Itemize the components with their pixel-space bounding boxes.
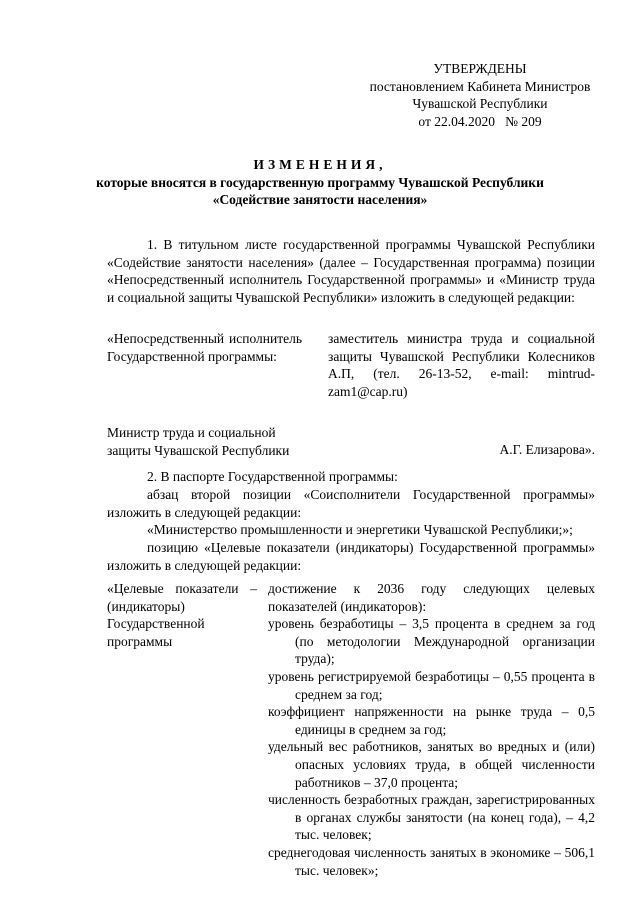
approval-republic: Чувашской Республики <box>412 96 548 112</box>
section1-table-right: заместитель министра труда и социальной защиты Чувашской Республики Колесников А.П, (тел. 26-13-52, e-mail: mintrud-zam1@cap.ru) <box>328 331 595 399</box>
document-title-line: которые вносятся в государственную программу Чувашской Республики <box>96 175 544 190</box>
section1-table-left: «Непосредственный исполнитель Государственной программы: <box>107 331 302 364</box>
approval-heading: УТВЕРЖДЕНЫ <box>433 61 527 76</box>
section2-p2: абзац второй позиции «Соисполнители Государственной программы» изложить в следующей редакции: <box>107 487 595 520</box>
document-heading: ИЗМЕНЕНИЯ, <box>253 157 387 172</box>
section2-table-left: «Целевые показатели – (индикаторы) Государственной программы <box>107 581 257 649</box>
indicator-item: уровень безработицы – 3,5 процента в среднем за год (по методологии Международной организации труда); <box>268 616 595 667</box>
approval-block <box>360 60 600 130</box>
signature-title: Министр труда и социальной защиты Чувашской Республики <box>107 425 290 458</box>
indicator-item: численность безработных граждан, зарегистрированных в органах службы занятости (на конец года), – 4,2 тыс. человек; <box>268 792 595 843</box>
signature-name: А.Г. Елизарова». <box>499 442 595 457</box>
approval-date-number: от 22.04.2020 № 209 <box>418 113 542 129</box>
indicator-item: удельный вес работников, занятых во вредных и (или) опасных условиях труда, в общей численности работников – 37,0 процента; <box>268 739 595 790</box>
indicator-intro: достижение к 2036 году следующих целевых показателей (индикаторов): <box>268 581 595 614</box>
indicator-item: уровень регистрируемой безработицы – 0,55 процента в среднем за год; <box>268 668 595 702</box>
approval-authority: постановлением Кабинета Министров <box>369 78 591 94</box>
document-title-program: «Содействие занятости населения» <box>212 192 428 207</box>
indicator-item: среднегодовая численность занятых в экономике – 506,1 тыс. человек»; <box>268 844 595 878</box>
section2-p4: позицию «Целевые показатели (индикаторы) Государственной программы» изложить в следующей редакции: <box>107 540 595 573</box>
section2-p1: 2. В паспорте Государственной программы: <box>147 469 398 484</box>
indicators-list <box>268 580 595 879</box>
section1-intro: 1. В титульном листе государственной программы Чувашской Республики «Содействие занятости населения» (далее – Государственная программа) позиции «Непосредственный исполнитель Государственной программы» и «Министр труда и социальной защиты Чувашской Республики» изложить в следующей редакции: <box>107 237 595 305</box>
indicator-item: коэффициент напряженности на рынке труда – 0,5 единицы в среднем за год; <box>268 704 595 737</box>
section2-p3: «Министерство промышленности и энергетики Чувашской Республики;»; <box>147 522 573 537</box>
